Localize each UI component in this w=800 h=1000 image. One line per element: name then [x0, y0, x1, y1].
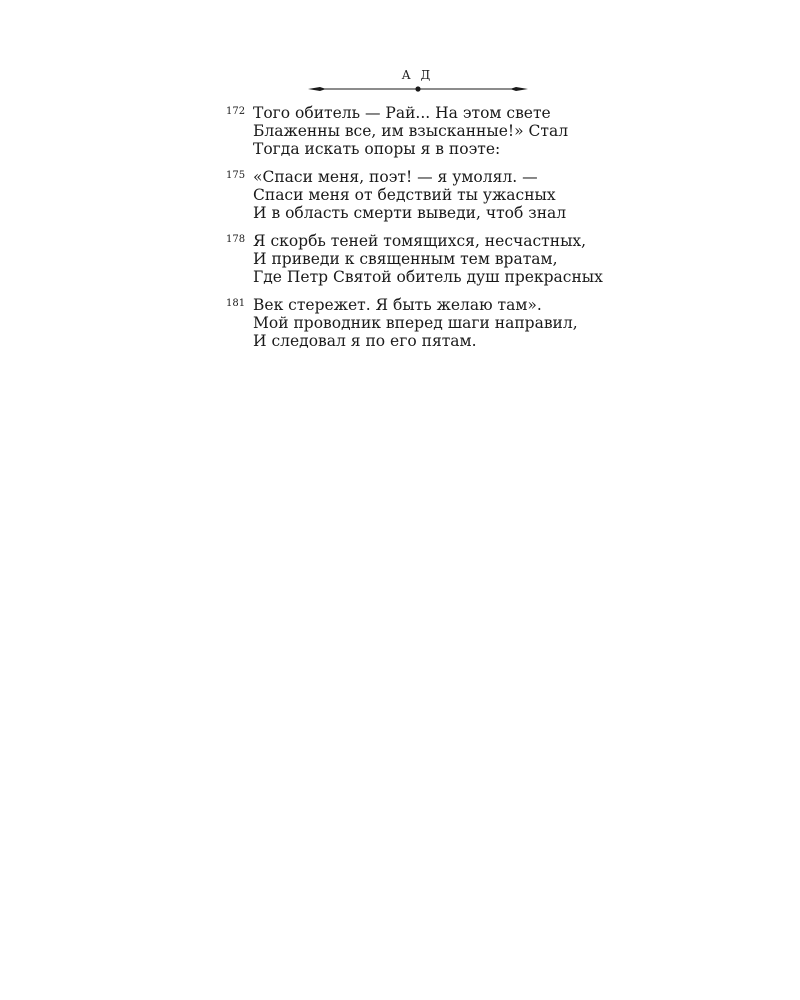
- line-number: 172: [226, 106, 246, 117]
- stanza: [226, 104, 686, 158]
- poem-text: [226, 104, 686, 360]
- verse-line: Век стережет. Я быть желаю там».: [253, 296, 542, 314]
- verse-line: Тогда искать опоры я в поэте:: [253, 140, 501, 158]
- verse-line: «Спаси меня, поэт! — я умолял. —: [253, 168, 538, 186]
- stanza: [226, 296, 686, 350]
- line-number: 178: [226, 234, 246, 245]
- verse-line: Спаси меня от бедствий ты ужасных: [253, 186, 556, 204]
- stanza: [226, 168, 686, 222]
- verse-line: Того обитель — Рай... На этом свете: [253, 104, 551, 122]
- page-header: [300, 64, 535, 98]
- verse-line: И в область смерти выведи, чтоб знал: [253, 204, 567, 222]
- running-title: А Д: [401, 68, 434, 82]
- verse-line: И приведи к священным тем вратам,: [253, 250, 558, 268]
- line-number: 181: [226, 298, 246, 309]
- ornament-divider-icon: [308, 84, 528, 94]
- verse-line: Где Петр Святой обитель душ прекрасных: [253, 268, 603, 286]
- verse-line: Блаженны все, им взысканные!» Стал: [253, 122, 569, 140]
- line-number: 175: [226, 170, 246, 181]
- verse-line: И следовал я по его пятам.: [253, 332, 477, 350]
- stanza: [226, 232, 686, 286]
- verse-line: Я скорбь теней томящихся, несчастных,: [253, 232, 587, 250]
- verse-line: Мой проводник вперед шаги направил,: [253, 314, 578, 332]
